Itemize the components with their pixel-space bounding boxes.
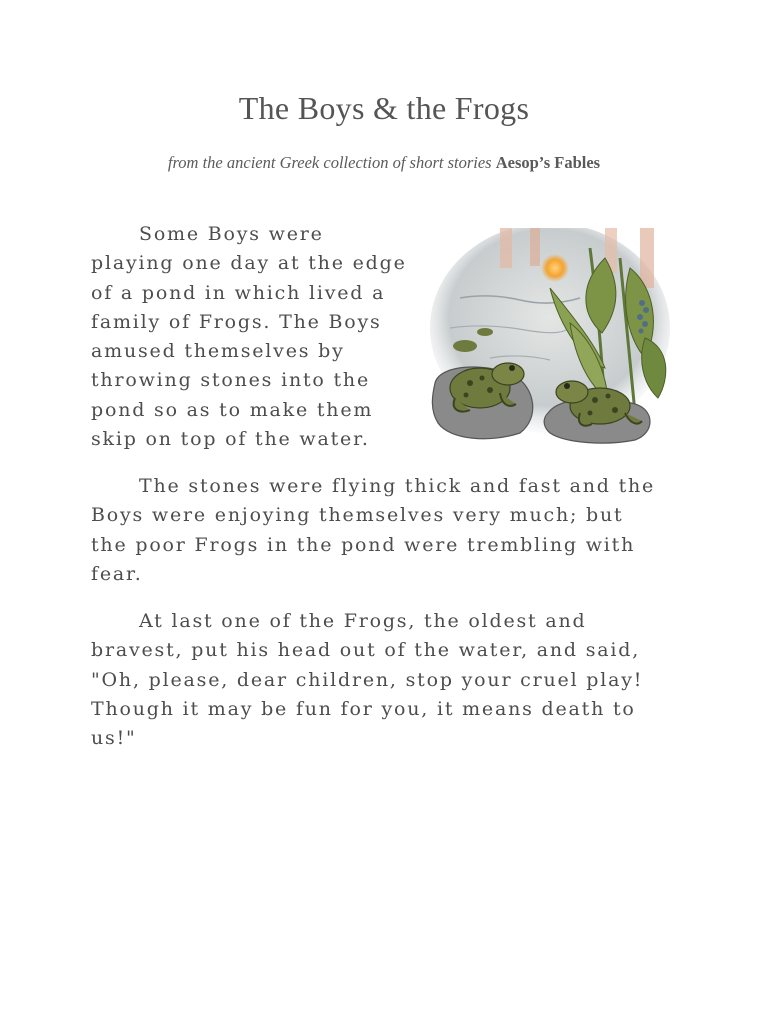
paragraph-line: fear.: [91, 562, 143, 585]
paragraph-3: [91, 607, 671, 753]
paragraph-line: "Oh, please, dear children, stop your cruel play!: [91, 668, 644, 691]
paragraph-line: pond so as to make them: [91, 398, 374, 421]
paragraph-line: the poor Frogs in the pond were trembling with: [91, 533, 636, 556]
paragraph-line: Boys were enjoying themselves very much; but: [91, 504, 624, 527]
paragraph-line: At last one of the Frogs, the oldest and: [139, 610, 587, 632]
paragraph-line: amused themselves by: [91, 340, 345, 363]
paragraph-line: Though it may be fun for you, it means death to: [91, 697, 636, 720]
orange-flower-icon: [541, 254, 569, 282]
story-title: The Boys & the Frogs: [238, 90, 530, 126]
paragraph-line: The stones were flying thick and fast and the: [139, 475, 656, 497]
paragraph-line: throwing stones into the: [91, 369, 371, 392]
frogs-pond-illustration: [430, 228, 670, 448]
boy-leg: [530, 228, 540, 266]
paragraph-line: Some Boys were: [139, 223, 324, 245]
paragraph-line: playing one day at the edge: [91, 252, 407, 275]
small-frog-head: [477, 328, 493, 336]
paragraph-1: [91, 220, 421, 454]
story-subtitle: [0, 153, 768, 173]
subtitle-book-name: Aesop’s Fables: [495, 153, 601, 172]
paragraph-line: family of Frogs. The Boys: [91, 310, 382, 333]
paragraph-line: of a pond in which lived a: [91, 281, 386, 304]
small-frog-head: [453, 340, 477, 352]
paragraph-line: skip on top of the water.: [91, 428, 370, 451]
paragraph-line: bravest, put his head out of the water, and said,: [91, 639, 641, 662]
paragraph-line: us!": [91, 727, 137, 750]
boy-leg: [500, 228, 512, 268]
boy-leg: [640, 228, 654, 288]
paragraph-2: [91, 472, 671, 589]
subtitle-lead: from the ancient Greek collection of short stories: [167, 153, 492, 172]
frogs-pond-svg: [430, 228, 670, 448]
